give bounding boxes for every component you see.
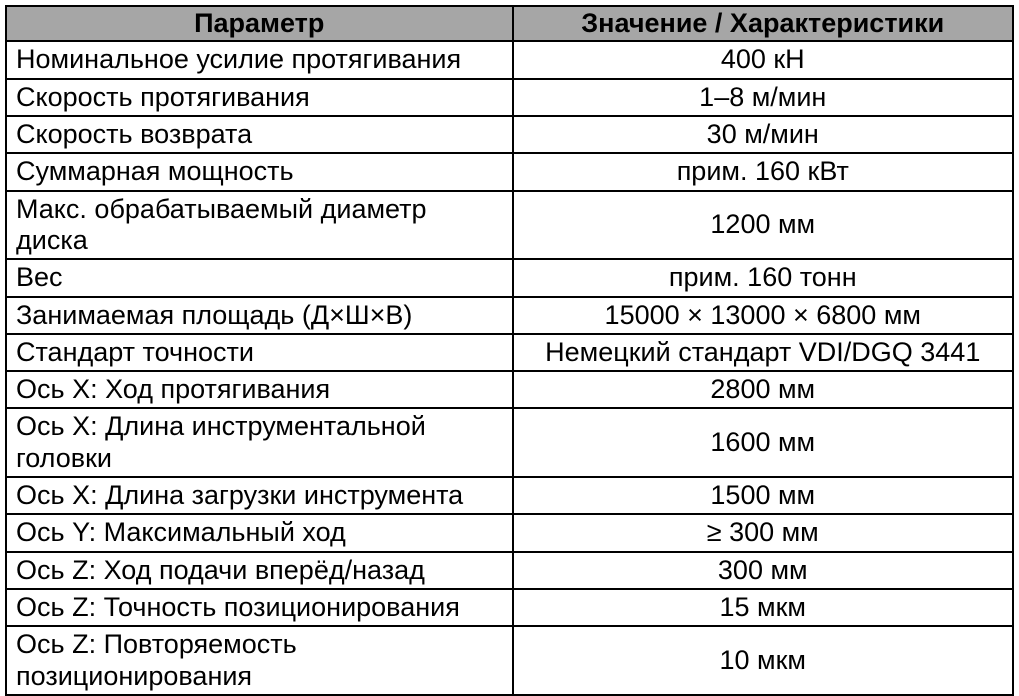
table-row	[6, 552, 1013, 589]
value-cell: 10 мкм	[513, 626, 1013, 695]
value-cell: 1600 мм	[513, 408, 1013, 477]
param-cell: Ось Z: Точность позиционирования	[6, 589, 513, 626]
param-cell: Номинальное усилие протягивания	[6, 41, 513, 78]
table-row	[6, 191, 1013, 260]
value-cell: 400 кН	[513, 41, 1013, 78]
param-cell: Скорость возврата	[6, 116, 513, 153]
table-row	[6, 477, 1013, 514]
table-row	[6, 371, 1013, 408]
param-cell: Ось X: Длина загрузки инструмента	[6, 477, 513, 514]
param-cell: Ось X: Длина инструментальной головки	[6, 408, 513, 477]
table-body	[6, 41, 1013, 695]
param-cell: Ось X: Ход протягивания	[6, 371, 513, 408]
value-cell: 30 м/мин	[513, 116, 1013, 153]
param-cell: Суммарная мощность	[6, 153, 513, 190]
value-cell: ≥ 300 мм	[513, 514, 1013, 551]
table-row	[6, 153, 1013, 190]
table-row	[6, 589, 1013, 626]
param-cell: Занимаемая площадь (Д×Ш×В)	[6, 297, 513, 334]
value-cell: 2800 мм	[513, 371, 1013, 408]
table-row	[6, 334, 1013, 371]
table-row	[6, 514, 1013, 551]
value-cell: 1200 мм	[513, 191, 1013, 260]
param-cell: Стандарт точности	[6, 334, 513, 371]
param-cell: Вес	[6, 259, 513, 296]
value-cell: прим. 160 кВт	[513, 153, 1013, 190]
param-cell: Макс. обрабатываемый диаметр диска	[6, 191, 513, 260]
value-cell: прим. 160 тонн	[513, 259, 1013, 296]
param-header-cell: Параметр	[6, 6, 513, 41]
table-row	[6, 79, 1013, 116]
value-header-cell: Значение / Характеристики	[513, 6, 1013, 41]
value-cell: Немецкий стандарт VDI/DGQ 3441	[513, 334, 1013, 371]
table-row	[6, 116, 1013, 153]
param-cell: Скорость протягивания	[6, 79, 513, 116]
value-cell: 300 мм	[513, 552, 1013, 589]
table-row	[6, 41, 1013, 78]
table-row	[6, 259, 1013, 296]
param-cell: Ось Y: Максимальный ход	[6, 514, 513, 551]
spec-table	[5, 5, 1014, 696]
param-cell: Ось Z: Ход подачи вперёд/назад	[6, 552, 513, 589]
value-cell: 15000 × 13000 × 6800 мм	[513, 297, 1013, 334]
value-cell: 1500 мм	[513, 477, 1013, 514]
value-cell: 1–8 м/мин	[513, 79, 1013, 116]
table-row	[6, 626, 1013, 695]
table-row	[6, 408, 1013, 477]
header-row	[6, 6, 1013, 41]
value-cell: 15 мкм	[513, 589, 1013, 626]
table-row	[6, 297, 1013, 334]
param-cell: Ось Z: Повторяемость позиционирования	[6, 626, 513, 695]
